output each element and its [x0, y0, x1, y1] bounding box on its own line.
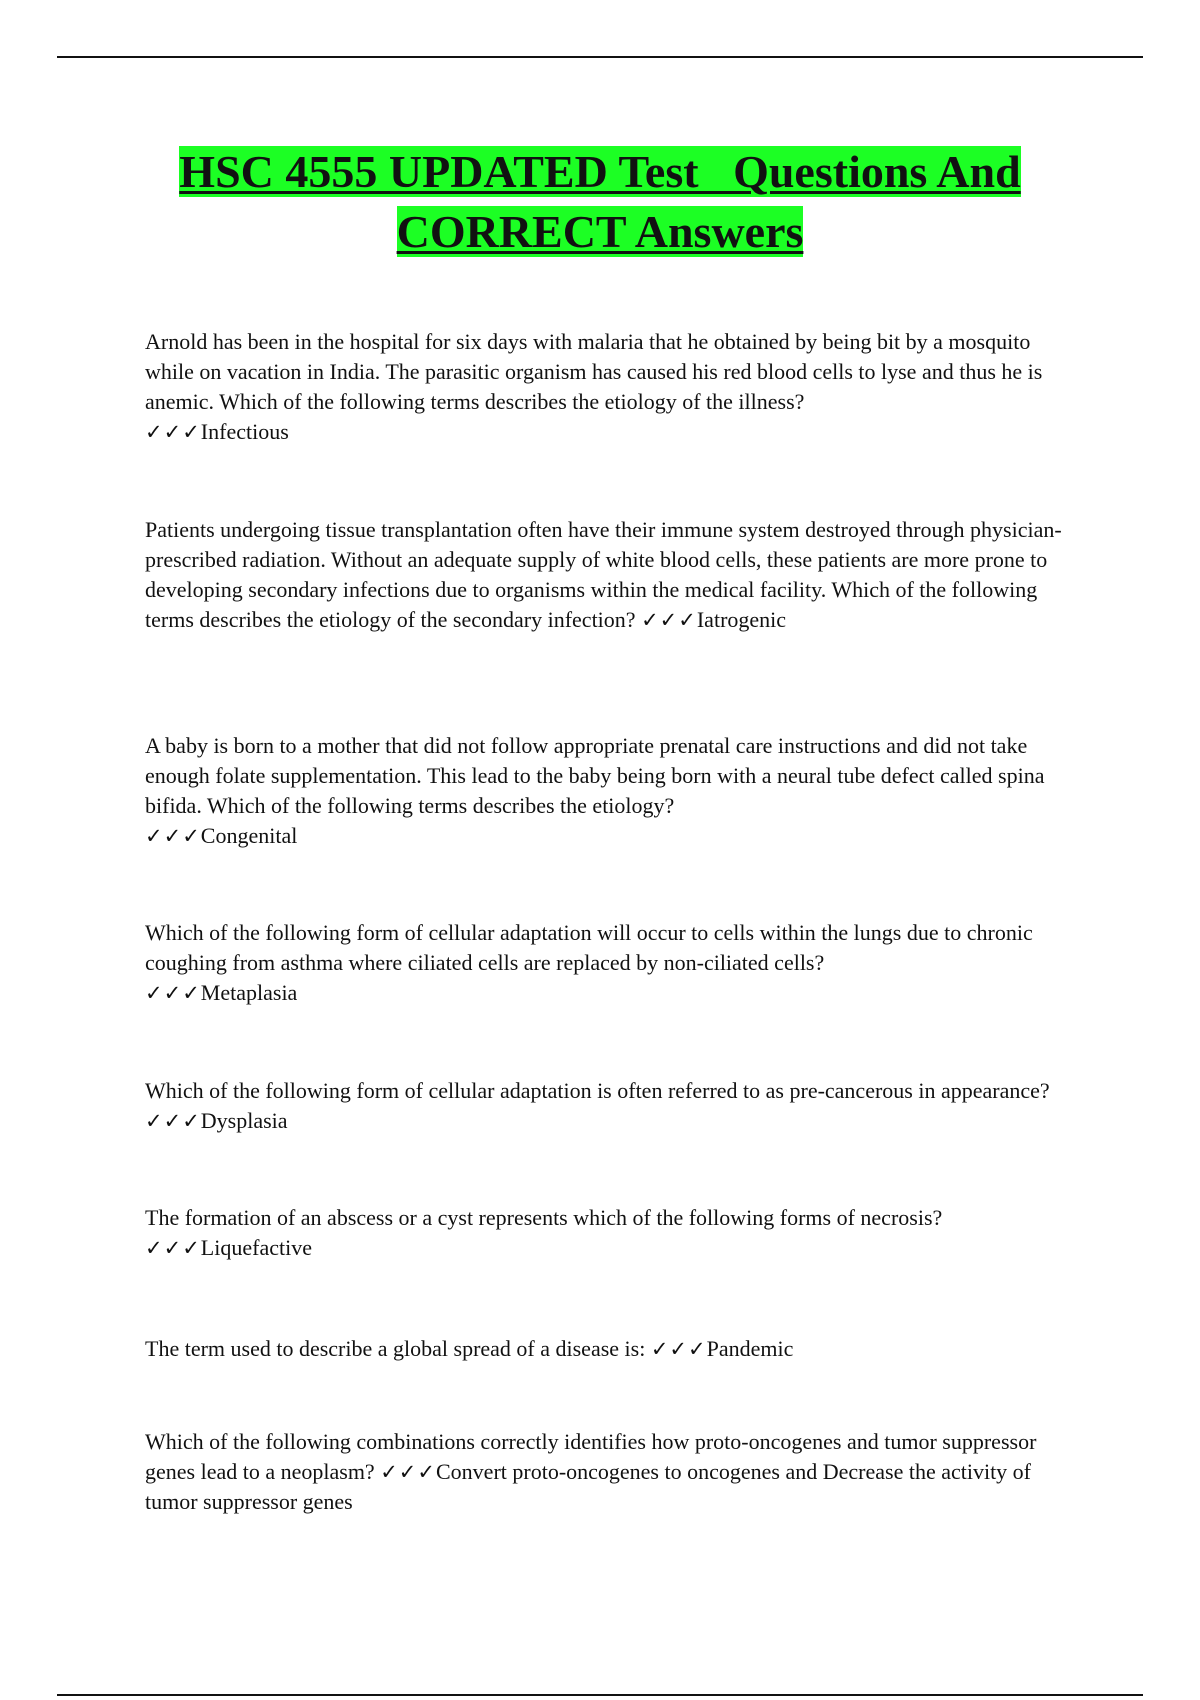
page-title [100, 142, 1100, 262]
answer-text: Liquefactive [200, 1235, 312, 1260]
bottom-rule [57, 1694, 1143, 1696]
answer-text: Dysplasia [200, 1108, 288, 1133]
qa-item-6 [145, 1203, 1065, 1263]
question-text: A baby is born to a mother that did not follow appropriate prenatal care instructions and did not take enough folate supplementation. This lead to the baby being born with a neural tube defect called spina bifida. Which of the following terms describes the etiology? [145, 733, 1045, 818]
qa-item-7 [145, 1334, 1065, 1364]
question-text: The term used to describe a global spread of a disease is: [145, 1336, 646, 1361]
top-rule [57, 56, 1143, 58]
answer-text: Congenital [200, 823, 298, 848]
qa-item-2 [145, 515, 1065, 635]
question-text: The formation of an abscess or a cyst represents which of the following forms of necrosis? [145, 1205, 943, 1230]
question-text: Arnold has been in the hospital for six days with malaria that he obtained by being bit by a mosquito while on vacation in India. The parasitic organism has caused his red blood cells to lyse and thus he is anemic. Which of the following terms describes the etiology of the illness? [145, 329, 1043, 414]
check-icon: ✓✓✓ [145, 1109, 201, 1133]
question-text: Which of the following form of cellular adaptation is often referred to as pre-cancerous in appearance? [145, 1078, 1050, 1103]
question-text: Which of the following combinations correctly identifies how proto-oncogenes and tumor suppressor genes lead to a neoplasm? [145, 1429, 1037, 1484]
title-line-2: CORRECT Answers [396, 206, 804, 257]
qa-item-5 [145, 1076, 1065, 1136]
question-text: Patients undergoing tissue transplantation often have their immune system destroyed through physician-prescribed radiation. Without an adequate supply of white blood cells, these patients are more prone to developing secondary infections due to organisms within the medical facility. Which of the following terms describes the etiology of the secondary infection? [145, 517, 1062, 632]
answer-text: Pandemic [706, 1336, 794, 1361]
question-text: Which of the following form of cellular adaptation will occur to cells within the lungs due to chronic coughing from asthma where ciliated cells are replaced by non-ciliated cells? [145, 920, 1033, 975]
answer-text: Metaplasia [200, 980, 298, 1005]
title-line-1: HSC 4555 UPDATED Test Questions And [179, 146, 1021, 197]
check-icon: ✓✓✓ [650, 1337, 707, 1361]
answer-text: Infectious [200, 419, 289, 444]
qa-item-4 [145, 918, 1065, 1008]
qa-item-1 [145, 327, 1065, 447]
check-icon: ✓✓✓ [145, 420, 201, 444]
answer-text: Convert proto-oncogenes to oncogenes and Decrease the activity of tumor suppressor genes [145, 1459, 1032, 1514]
check-icon: ✓✓✓ [145, 1236, 201, 1260]
answer-text: Iatrogenic [696, 607, 787, 632]
check-icon: ✓✓✓ [145, 824, 201, 848]
check-icon: ✓✓✓ [641, 608, 697, 632]
qa-item-8 [145, 1427, 1065, 1517]
check-icon: ✓✓✓ [380, 1460, 436, 1484]
qa-item-3 [145, 731, 1065, 851]
check-icon: ✓✓✓ [145, 981, 201, 1005]
